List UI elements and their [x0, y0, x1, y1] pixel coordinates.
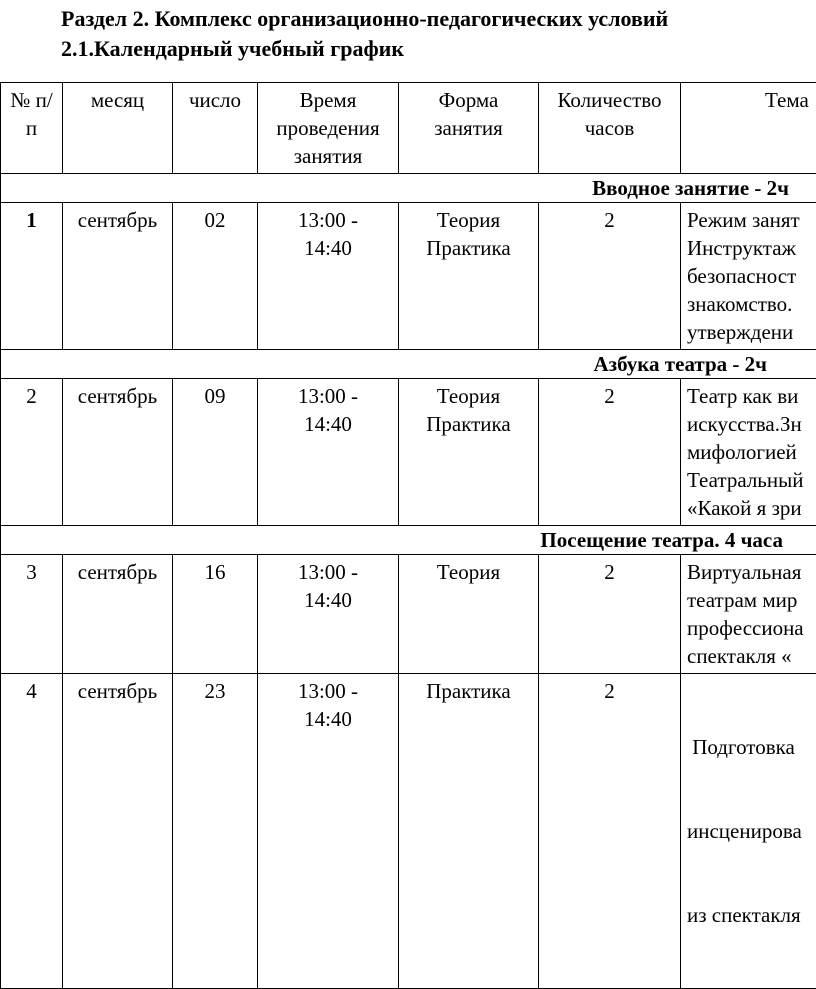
time-end: 14:40 — [264, 410, 392, 438]
schedule-table — [0, 82, 816, 989]
section-cell — [1, 350, 816, 379]
topic-line: Театральный — [687, 466, 816, 494]
topic-line: инсценирова — [687, 817, 816, 845]
cell-day: 02 — [173, 203, 258, 350]
section-row — [1, 174, 816, 203]
cell-time — [258, 555, 399, 674]
topic-line: знакомство. — [687, 290, 816, 318]
cell-form — [399, 379, 539, 526]
time-start: 13:00 - — [264, 382, 392, 410]
time-end: 14:40 — [264, 705, 392, 733]
cell-num: 3 — [1, 555, 63, 674]
topic-line: Инструктаж — [687, 234, 816, 262]
cell-topic — [681, 674, 816, 989]
section-title: Раздел 2. Комплекс организационно-педагогических условий — [61, 4, 668, 34]
cell-num: 1 — [1, 203, 63, 350]
topic-line: Виртуальная — [687, 558, 816, 586]
topic-line: театрам мир — [687, 586, 816, 614]
section-title: Вводное занятие - 2ч — [7, 177, 789, 199]
cell-month: сентябрь — [63, 674, 173, 989]
cell-num: 2 — [1, 379, 63, 526]
section-row — [1, 526, 816, 555]
topic-line: спектакля « — [687, 642, 816, 670]
topic-line: профессиона — [687, 614, 816, 642]
time-end: 14:40 — [264, 586, 392, 614]
header-day: число — [173, 83, 258, 174]
table-header-row — [1, 83, 816, 174]
cell-form — [399, 555, 539, 674]
time-start: 13:00 - — [264, 677, 392, 705]
header-form: Форма занятия — [399, 83, 539, 174]
table-row — [1, 379, 816, 526]
topic-line: Подготовка — [687, 733, 816, 761]
cell-topic — [681, 203, 816, 350]
topic-line: из спектакля — [687, 901, 816, 929]
cell-day: 09 — [173, 379, 258, 526]
form-line: Теория — [405, 382, 532, 410]
cell-hours: 2 — [539, 203, 681, 350]
cell-month: сентябрь — [63, 379, 173, 526]
topic-line: Театр как ви — [687, 382, 816, 410]
time-start: 13:00 - — [264, 206, 392, 234]
form-line: Практика — [405, 410, 532, 438]
form-line: Теория — [405, 206, 532, 234]
time-end: 14:40 — [264, 234, 392, 262]
cell-topic — [681, 379, 816, 526]
table-row — [1, 203, 816, 350]
cell-time — [258, 674, 399, 989]
topic-line: Режим занят — [687, 206, 816, 234]
header-num: № п/п — [1, 83, 63, 174]
cell-time — [258, 379, 399, 526]
section-cell — [1, 174, 816, 203]
subsection-title: 2.1.Календарный учебный график — [61, 34, 668, 64]
form-line: Теория — [405, 558, 532, 586]
header-month: месяц — [63, 83, 173, 174]
cell-hours: 2 — [539, 674, 681, 989]
section-title: Азбука театра - 2ч — [7, 353, 767, 375]
cell-topic — [681, 555, 816, 674]
cell-day: 23 — [173, 674, 258, 989]
cell-num: 4 — [1, 674, 63, 989]
form-line: Практика — [405, 234, 532, 262]
table-row — [1, 555, 816, 674]
cell-day: 16 — [173, 555, 258, 674]
header-hours: Количество часов — [539, 83, 681, 174]
topic-line: «Какой я зри — [687, 494, 816, 522]
cell-hours: 2 — [539, 379, 681, 526]
cell-month: сентябрь — [63, 555, 173, 674]
topic-line: безопасност — [687, 262, 816, 290]
section-row — [1, 350, 816, 379]
topic-line: мифологией — [687, 438, 816, 466]
cell-hours: 2 — [539, 555, 681, 674]
topic-line: утверждени — [687, 318, 816, 346]
form-line: Практика — [405, 677, 532, 705]
document-heading — [61, 4, 668, 64]
cell-form — [399, 203, 539, 350]
header-time: Время проведения занятия — [258, 83, 399, 174]
section-title: Посещение театра. 4 часа — [7, 529, 783, 551]
cell-form — [399, 674, 539, 989]
header-topic: Тема — [681, 83, 816, 174]
time-start: 13:00 - — [264, 558, 392, 586]
section-cell — [1, 526, 816, 555]
table-row — [1, 674, 816, 989]
cell-month: сентябрь — [63, 203, 173, 350]
cell-time — [258, 203, 399, 350]
topic-line: искусства.Зн — [687, 410, 816, 438]
